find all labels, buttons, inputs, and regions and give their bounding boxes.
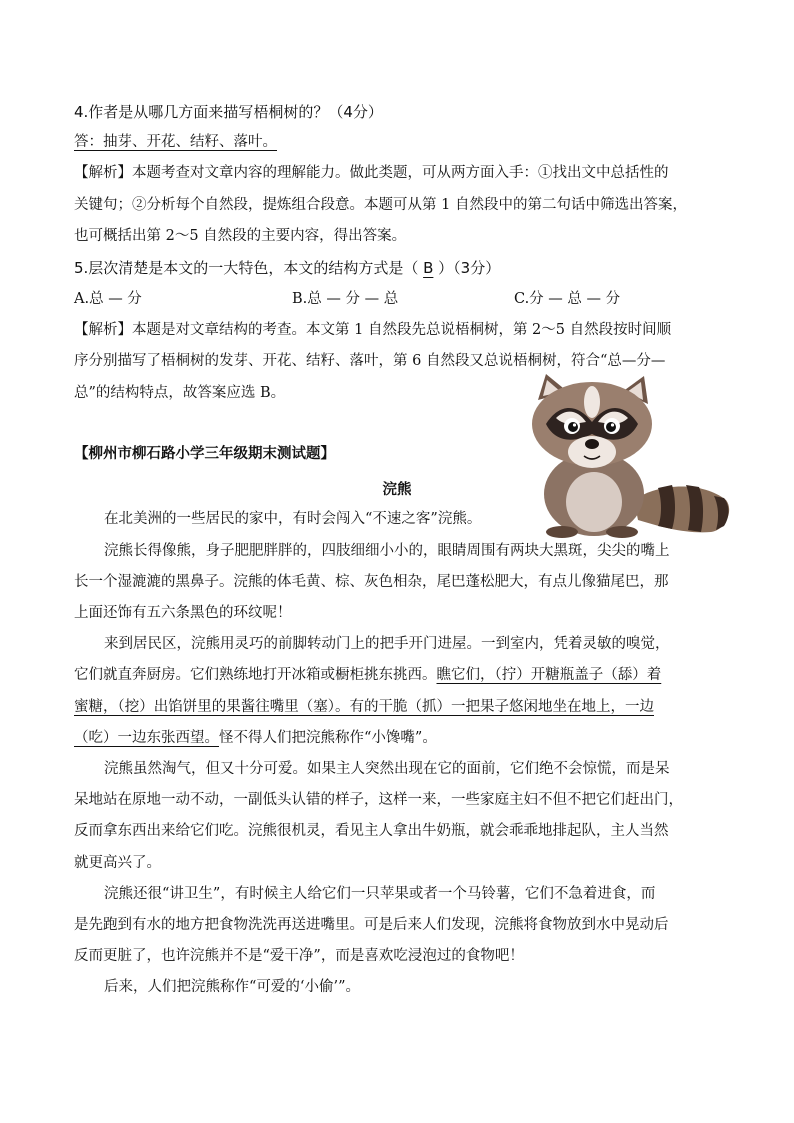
analysis-4-line-3: 也可概括出第 2～5 自然段的主要内容，得出答案。 <box>74 228 407 244</box>
paragraph-4-line-1: 浣熊虽然淘气，但又十分可爱。如果主人突然出现在它的面前，它们绝不会惊慌，而是呆 <box>104 761 670 777</box>
paragraph-2-line-3: 上面还饰有五六条黑色的环纹呢！ <box>74 605 292 621</box>
question-4: 4.作者是从哪几方面来描写梧桐树的？（4分） <box>74 103 383 121</box>
passage-title: 浣熊 <box>382 481 412 498</box>
paragraph-6: 后来，人们把浣熊称作“可爱的‘小偷’”。 <box>104 979 361 995</box>
paragraph-3-line-4-plain: 怪不得人们把浣熊称作“小馋嘴”。 <box>219 730 437 746</box>
question-5-score: ）（3分） <box>433 259 501 277</box>
paragraph-4-line-2: 呆地站在原地一动不动，一副低头认错的样子，这样一来，一些家庭主妇不但不把它们赶出门， <box>74 792 683 808</box>
paragraph-5-line-2: 是先跑到有水的地方把食物洗洗再送进嘴里。可是后来人们发现，浣熊将食物放到水中晃动后 <box>74 917 669 933</box>
analysis-4-line-2: 关键句；②分析每个自然段，提炼组合段意。本题可从第 1 自然段中的第二句话中筛选出答案， <box>74 197 687 213</box>
analysis-5-line-1: 【解析】本题是对文章结构的考查。本文第 1 自然段先总说梧桐树，第 2～5 自然段按时间顺 <box>74 322 672 338</box>
paragraph-4-line-4: 就更高兴了。 <box>74 855 161 871</box>
paragraph-5-line-3: 反而更脏了，也许浣熊并不是“爱干净”，而是喜欢吃浸泡过的食物吧！ <box>74 948 524 964</box>
paragraph-3-line-2 <box>74 665 724 685</box>
paragraph-3-line-3: 蜜糖，（挖）出馅饼里的果酱往嘴里（塞）。有的干脆（抓）一把果子悠闲地坐在地上，一边 <box>74 699 654 715</box>
paragraph-5-line-1: 浣熊还很“讲卫生”，有时候主人给它们一只苹果或者一个马铃薯，它们不急着进食，而 <box>104 886 656 902</box>
option-c: C.分 — 总 — 分 <box>514 291 621 307</box>
option-a: A.总 — 分 <box>74 291 142 307</box>
question-5-text: 5.层次清楚是本文的一大特色，本文的结构方式是（ <box>74 259 424 277</box>
analysis-4-line-1: 【解析】本题考查对文章内容的理解能力。做此类题，可从两方面入手：①找出文中总括性的 <box>74 165 669 181</box>
passage-source: 【柳州市柳石路小学三年级期末测试题】 <box>74 445 335 462</box>
paragraph-1: 在北美洲的一些居民的家中，有时会闯入“不速之客”浣熊。 <box>104 511 482 527</box>
paragraph-4-line-3: 反而拿东西出来给它们吃。浣熊很机灵，看见主人拿出牛奶瓶，就会乖乖地排起队，主人当然 <box>74 823 669 839</box>
option-b: B.总 — 分 — 总 <box>292 291 399 307</box>
paragraph-3-line-2-plain: 它们就直奔厨房。它们熟练地打开冰箱或橱柜挑东挑西。 <box>74 667 437 683</box>
paragraph-3-line-1: 来到居民区，浣熊用灵巧的前脚转动门上的把手开门进屋。一到室内，凭着灵敏的嗅觉， <box>104 636 670 652</box>
analysis-5-line-3: 总”的结构特点，故答案应选 B。 <box>74 385 286 401</box>
paragraph-3-line-2-underlined: 瞧它们，（拧）开糖瓶盖子（舔）着 <box>436 667 662 683</box>
paragraph-3-line-4-underlined: （吃）一边东张西望。 <box>74 730 219 746</box>
answer-4: 答：抽芽、开花、结籽、落叶。 <box>74 134 277 150</box>
question-5 <box>74 258 724 278</box>
paragraph-2-line-1: 浣熊长得像熊，身子肥肥胖胖的，四肢细细小小的，眼睛周围有两块大黑斑，尖尖的嘴上 <box>104 543 670 559</box>
analysis-5-line-2: 序分别描写了梧桐树的发芽、开花、结籽、落叶，第 6 自然段又总说梧桐树，符合“总—分— <box>74 353 666 369</box>
answer-5: B <box>423 259 434 277</box>
paragraph-3-line-4 <box>74 728 724 748</box>
paragraph-2-line-2: 长一个湿漉漉的黑鼻子。浣熊的体毛黄、棕、灰色相杂，尾巴蓬松肥大，有点儿像猫尾巴，那 <box>74 574 669 590</box>
